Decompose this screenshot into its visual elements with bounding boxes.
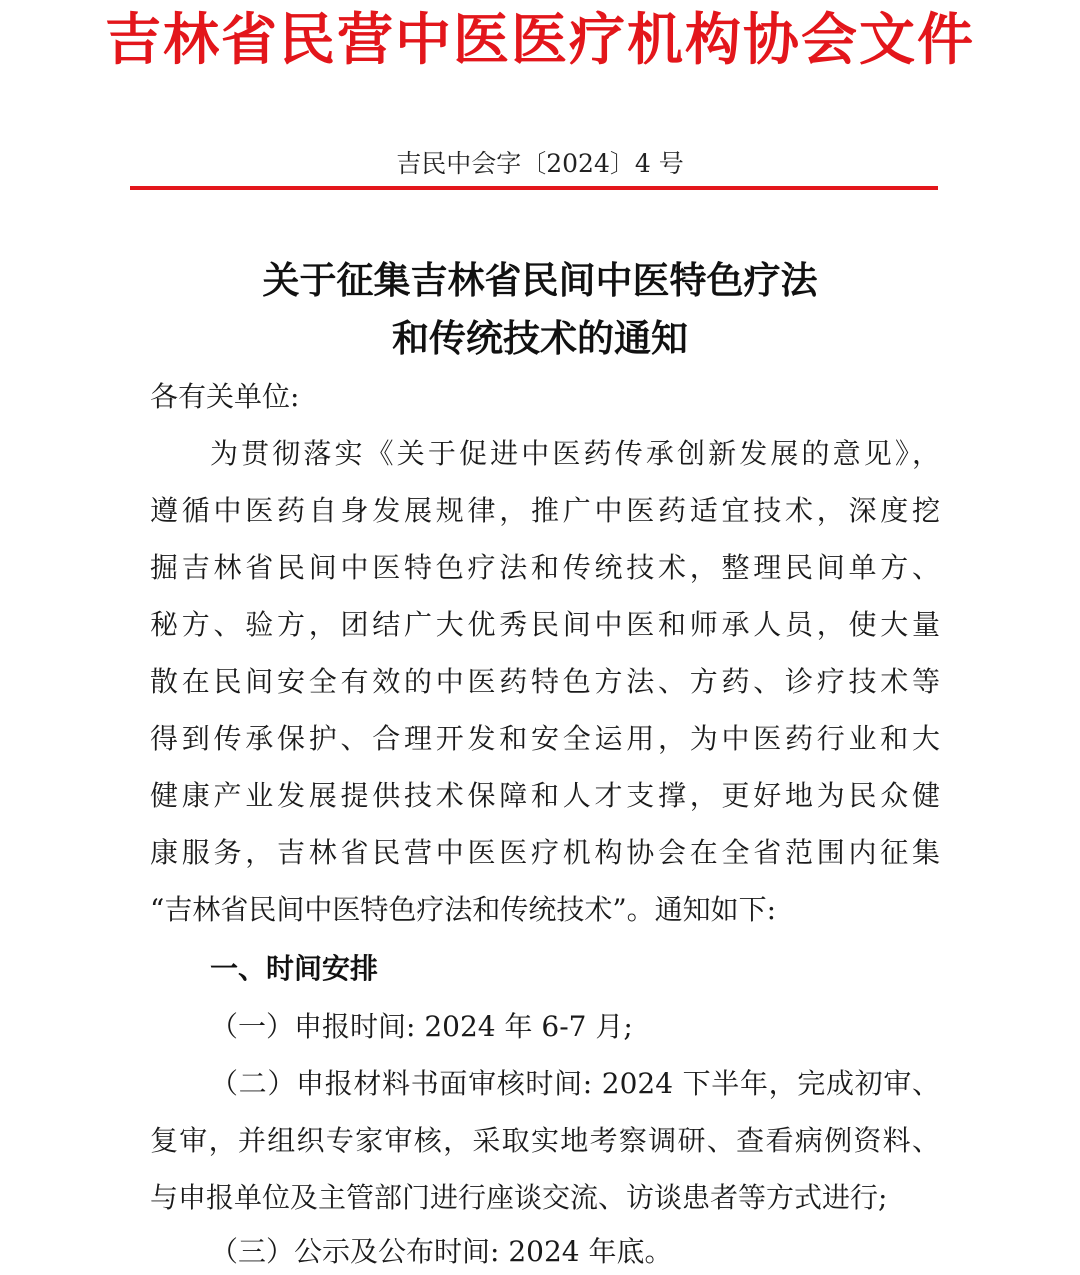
paragraph-line: 为贯彻落实《关于促进中医药传承创新发展的意见》， (210, 437, 940, 470)
salutation: 各有关单位: (150, 380, 300, 413)
organization-title: 吉林省民营中医医疗机构协会文件 (105, 8, 975, 73)
list-item-continuation: 与申报单位及主管部门进行座谈交流、访谈患者等方式进行; (150, 1181, 888, 1214)
paragraph-line: 康服务，吉林省民营中医医疗机构协会在全省范围内征集 (150, 836, 940, 869)
notice-title-line-2: 和传统技术的通知 (392, 317, 688, 360)
paragraph-line: 健康产业发展提供技术保障和人才支撑，更好地为民众健 (150, 779, 940, 812)
paragraph-line: 掘吉林省民间中医特色疗法和传统技术，整理民间单方、 (150, 551, 940, 584)
red-divider-rule (130, 186, 938, 190)
notice-title-line-1: 关于征集吉林省民间中医特色疗法 (262, 259, 818, 302)
paragraph-line: 秘方、验方，团结广大优秀民间中医和师承人员，使大量 (150, 608, 940, 641)
list-item: （三）公示及公布时间: 2024 年底。 (210, 1235, 673, 1268)
paragraph-line: “吉林省民间中医特色疗法和传统技术”。通知如下: (150, 893, 777, 926)
paragraph-line: 得到传承保护、合理开发和安全运用，为中医药行业和大 (150, 722, 940, 755)
list-item-continuation: 复审，并组织专家审核，采取实地考察调研、查看病例资料、 (150, 1124, 940, 1157)
list-item: （一）申报时间: 2024 年 6-7 月; (210, 1010, 633, 1043)
document-number: 吉民中会字〔2024〕4 号 (396, 149, 684, 178)
paragraph-line: 散在民间安全有效的中医药特色方法、方药、诊疗技术等 (150, 665, 940, 698)
section-heading: 一、时间安排 (210, 952, 379, 985)
paragraph-line: 遵循中医药自身发展规律，推广中医药适宜技术，深度挖 (150, 494, 940, 527)
list-item: （二）申报材料书面审核时间: 2024 下半年，完成初审、 (210, 1067, 940, 1100)
